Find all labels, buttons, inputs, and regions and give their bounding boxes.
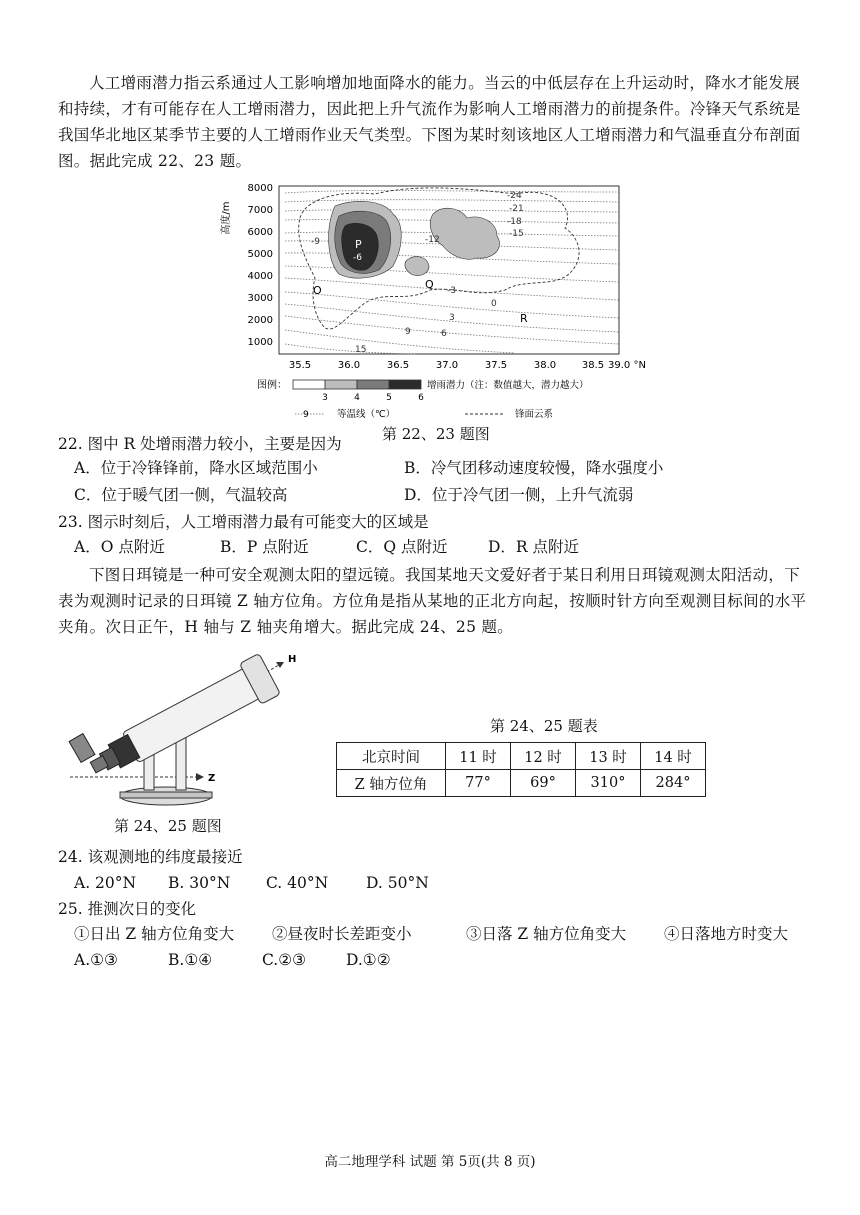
y-tick: 7000 [247,205,273,216]
figure-1-caption: 第 22、23 题图 [382,425,490,443]
x-tick: 36.5 [386,360,410,371]
q23-option-b: B．P 点附近 [220,538,309,556]
q25-statement-4: ④日落地方时变大 [664,925,789,943]
q22-option-a: A．位于冷锋锋前，降水区域范围小 [74,459,318,477]
isotherm-label: 9 [405,327,411,337]
table-header-cell: 14 时 [641,743,706,770]
table-caption: 第 24、25 题表 [490,717,598,735]
potential-region-east [430,208,499,259]
y-axis-label: 高度/m [221,201,232,235]
isotherm-label: -3 [447,286,456,296]
q24-option-d: D. 50°N [366,874,429,892]
x-tick: 38.0 [533,360,557,371]
isotherm-label: 6 [441,329,447,339]
y-tick: 1000 [247,337,273,348]
isotherm-legend-text: 等温线（℃） [337,409,396,420]
table-header-cell: 11 时 [446,743,511,770]
potential-region-small [405,257,429,276]
y-tick: 6000 [247,227,273,238]
isotherm-legend-sample: 9 [303,410,309,420]
legend-title: 增雨潜力（注：数值越大，潜力越大） [427,380,589,391]
q24-option-b: B. 30°N [168,874,231,892]
y-tick: 4000 [247,271,273,282]
intro-paragraph-1: 人工增雨潜力指云系通过人工影响增加地面降水的能力。当云的中低层存在上升运动时，降水才能发展和持续，才有可能存在人工增雨潜力，因此把上升气流作为影响人工增雨潜力的前提条件。冷锋天气系统是我国华北地区某季节主要的人工增雨作业天气类型。下图为某时刻该地区人工增雨潜力和气温垂直分布剖面图。据此完成 22、23 题。 [58,74,801,170]
x-tick: 36.0 [337,360,361,371]
q25-statement-3: ③日落 Z 轴方位角变大 [466,925,627,943]
question-22-stem: 22. 图中 R 处增雨潜力较小，主要是因为 [58,435,342,453]
table-header-cell: 12 时 [511,743,576,770]
isotherm-label: -6 [353,253,362,263]
front-legend-text: 锋面云系 [515,409,554,420]
y-tick: 3000 [247,293,273,304]
q22-option-c: C．位于暖气团一侧，气温较高 [74,486,288,504]
legend-swatches [293,380,421,389]
q24-option-c: C. 40°N [266,874,329,892]
table-row [337,770,706,797]
table-cell: Z 轴方位角 [337,770,446,797]
q25-option-a: A.①③ [74,951,118,969]
q23-option-d: D．R 点附近 [488,538,580,556]
legend-label: 图例： [257,380,287,391]
figure-2-caption: 第 24、25 题图 [114,817,222,835]
table-cell: 69° [511,770,576,797]
q25-statement-1: ①日出 Z 轴方位角变大 [74,925,235,943]
q24-option-a: A. 20°N [74,874,137,892]
x-tick: 37.0 [435,360,459,371]
legend-value: 3 [322,393,328,403]
q25-option-d: D.①② [346,951,391,969]
isotherm-label: -24 [507,191,522,201]
point-label-q: Q [425,278,434,291]
cross-section-figure [215,178,655,423]
x-tick: 39.0 °N [608,360,646,371]
q22-option-b: B．冷气团移动速度较慢，降水强度小 [404,459,664,477]
telescope-figure [62,640,322,815]
question-24-stem: 24. 该观测地的纬度最接近 [58,848,243,866]
h-axis-label: H [288,654,297,665]
table-header-cell: 13 时 [576,743,641,770]
legend-value: 5 [386,393,392,403]
x-tick: 38.5 [581,360,605,371]
x-tick: 37.5 [484,360,508,371]
isotherm-label: -18 [507,217,522,227]
isotherm-label: -15 [509,229,524,239]
table-header-row [337,743,706,770]
isotherm-label: 3 [449,313,455,323]
point-label-r: R [520,312,528,325]
intro-paragraph-2: 下图日珥镜是一种可安全观测太阳的望远镜。我国某地天文爱好者于某日利用日珥镜观测太阳活动，下表为观测时记录的日珥镜 Z 轴方位角。方位角是指从某地的正北方向起，按顺时针方向至观测目标间的水平夹角。次日正午，H 轴与 Z 轴夹角增大。据此完成 24、25 题。 [58,566,807,636]
table-header-cell: 北京时间 [337,743,446,770]
isotherm-label: -21 [509,204,524,214]
isotherm-label: -9 [311,237,320,247]
isotherm-label: 0 [491,299,497,309]
q22-option-d: D．位于冷气团一侧，上升气流弱 [404,486,634,504]
question-25-stem: 25. 推测次日的变化 [58,900,197,918]
q25-option-c: C.②③ [262,951,307,969]
page-footer: 高二地理学科 试题 第 5页(共 8 页) [324,1154,536,1170]
table-cell: 310° [576,770,641,797]
q25-statement-2: ②昼夜时长差距变小 [272,925,412,943]
z-axis-label: Z [208,773,216,784]
q23-option-c: C．Q 点附近 [356,538,448,556]
question-23-stem: 23. 图示时刻后，人工增雨潜力最有可能变大的区域是 [58,513,429,531]
point-label-p: P [355,238,362,251]
x-tick: 35.5 [288,360,312,371]
table-cell: 284° [641,770,706,797]
q25-option-b: B.①④ [168,951,213,969]
q23-option-a: A．O 点附近 [74,538,165,556]
isotherm-label: -12 [425,235,440,245]
y-tick: 2000 [247,315,273,326]
y-tick: 8000 [247,183,273,194]
legend-value: 6 [418,393,424,403]
isotherm-label: 15 [355,345,367,355]
legend-value: 4 [354,393,360,403]
azimuth-table [336,742,706,797]
y-tick: 5000 [247,249,273,260]
point-label-o: O [313,284,322,297]
table-cell: 77° [446,770,511,797]
